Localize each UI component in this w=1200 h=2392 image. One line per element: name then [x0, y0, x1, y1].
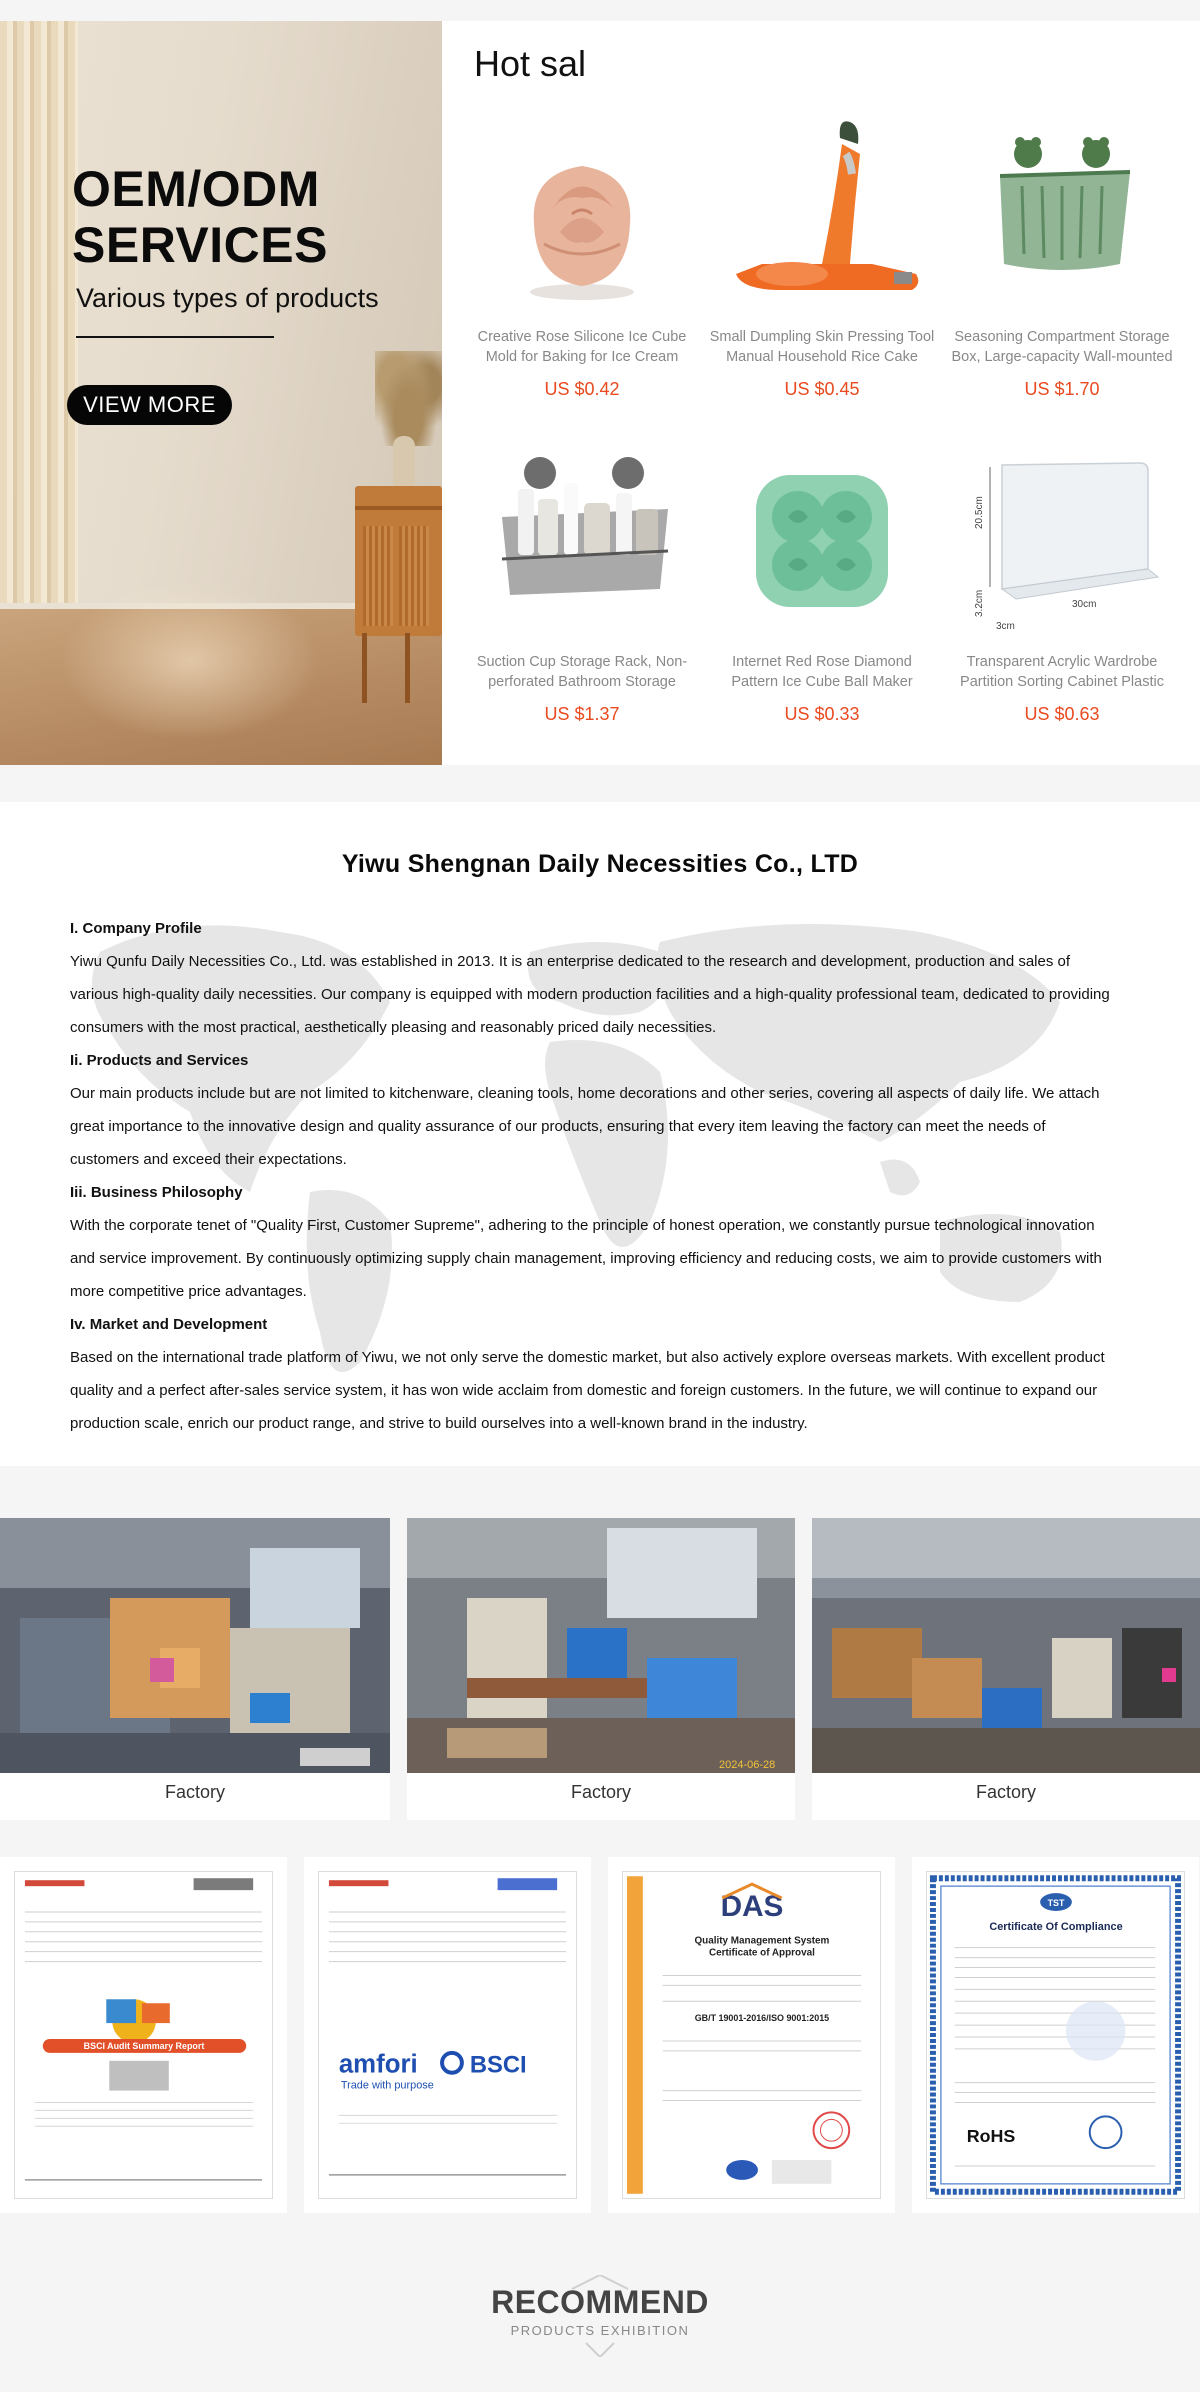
product-price: US $0.33: [784, 704, 860, 724]
hero-title: [72, 161, 328, 273]
certificate-card[interactable]: [608, 1857, 895, 2213]
recommend-subtitle: PRODUCTS EXHIBITION: [510, 2323, 690, 2338]
rohs-certificate-title: Certificate Of Compliance: [989, 1920, 1123, 1933]
dumpling-press-image: [722, 114, 922, 314]
qms-standard: GB/T 19001-2016/ISO 9001:2015: [694, 2013, 830, 2024]
cabinet-decoration: [355, 486, 442, 636]
certificate-card[interactable]: [0, 1857, 287, 2213]
rose-ice-mold-image: [482, 114, 682, 314]
business-philosophy-heading: Iii. Business Philosophy: [70, 1184, 243, 1201]
factory-caption: Factory: [570, 1782, 631, 1802]
bsci-audit-report-image: [14, 1871, 273, 2199]
hot-sale-title: Hot sal: [474, 43, 587, 84]
business-philosophy-paragraph: With the corporate tenet of "Quality First, Customer Supreme", adhering to the principle of honest operation, we constantly pursue technological innovation and service improvement. By continuously optimizing supply chain management, improving efficiency and reducing costs, we aim to provide customers with more competitive price advantages.: [70, 1217, 1102, 1300]
tst-logo-text: TST: [1047, 1898, 1065, 1909]
company-profile-body: [70, 912, 1110, 1440]
product-name[interactable]: Creative Rose Silicone Ice Cube Mold for Baking for Ice Cream: [477, 329, 687, 365]
qms-title: Quality Management System: [694, 1935, 830, 1947]
product-price: US $0.45: [784, 379, 860, 399]
product-price: US $0.42: [544, 379, 620, 399]
product-name[interactable]: Internet Red Rose Diamond Pattern Ice Cube Ball Maker: [731, 654, 913, 690]
factory-caption: Factory: [975, 1782, 1036, 1802]
dim-base-label: 3.2cm: [974, 589, 985, 617]
dim-height-label: 20.5cm: [974, 496, 985, 529]
factory-photo: [407, 1518, 795, 1773]
factory-photo: [0, 1518, 390, 1773]
photo-date-stamp: 2024-06-28: [719, 1759, 776, 1771]
products-services-heading: Ii. Products and Services: [70, 1052, 249, 1069]
factory-caption: Factory: [164, 1782, 225, 1802]
profile-heading: I. Company Profile: [70, 920, 202, 937]
factory-card[interactable]: [0, 1518, 390, 1820]
recommend-title: RECOMMEND: [491, 2284, 709, 2320]
market-development-heading: Iv. Market and Development: [70, 1316, 268, 1333]
product-price: US $0.63: [1024, 704, 1100, 724]
acrylic-partition-image: [962, 439, 1162, 639]
hero-divider: [76, 336, 274, 338]
factory-card[interactable]: [812, 1518, 1200, 1820]
product-price: US $1.37: [544, 704, 620, 724]
products-services-paragraph: Our main products include but are not limited to kitchenware, cleaning tools, home decorations and other series, covering all aspects of daily life. We attach great importance to the innovative design and quality assurance of our products, ensuring that every item leaving the factory can meet the needs of customers and exceed their expectations.: [70, 1085, 1100, 1168]
product-card[interactable]: [947, 114, 1177, 434]
dim-depth-label: 3cm: [996, 621, 1015, 632]
amfori-bsci-certificate-image: [318, 1871, 577, 2199]
pampas-grass-decoration: [375, 351, 442, 446]
storage-box-image: [962, 114, 1162, 314]
hero-banner: [0, 21, 442, 765]
bsci-report-title: BSCI Audit Summary Report: [83, 2040, 205, 2051]
rohs-mark: RoHS: [966, 2126, 1016, 2147]
hero-title-line2: SERVICES: [72, 217, 328, 273]
hero-subtitle: Various types of products: [76, 283, 379, 313]
rohs-certificate-image: [926, 1871, 1185, 2199]
das-logo-text: DAS: [720, 1889, 784, 1923]
product-name[interactable]: Small Dumpling Skin Pressing Tool Manual Household Rice Cake: [709, 329, 935, 365]
company-profile-section: [0, 802, 1200, 1466]
hot-sale-section: [0, 21, 1200, 765]
view-more-button[interactable]: VIEW MORE: [67, 385, 232, 425]
product-price: US $1.70: [1024, 379, 1100, 399]
factory-photo: [812, 1518, 1200, 1773]
product-name[interactable]: Suction Cup Storage Rack, Non-perforated Bathroom Storage: [476, 654, 688, 690]
qms-subtitle: Certificate of Approval: [708, 1947, 815, 1959]
amfori-logo-text: amfori: [338, 2050, 418, 2079]
ice-ball-maker-image: [722, 439, 922, 639]
product-card[interactable]: [947, 439, 1177, 759]
product-card[interactable]: [467, 114, 697, 434]
dim-width-label: 30cm: [1072, 599, 1097, 610]
product-name[interactable]: Transparent Acrylic Wardrobe Partition Sorting Cabinet Plastic: [960, 654, 1164, 690]
amfori-tagline: Trade with purpose: [340, 2079, 434, 2092]
product-card[interactable]: [707, 439, 937, 759]
product-name[interactable]: Seasoning Compartment Storage Box, Large-capacity Wall-mounted: [951, 329, 1173, 365]
bathroom-rack-image: [482, 439, 682, 639]
market-development-paragraph: Based on the international trade platform of Yiwu, we not only serve the domestic market, but also actively explore overseas markets. With excellent product quality and a perfect after-sales service system, it has won wide acclaim from domestic and foreign customers. In the future, we will continue to expand our production scale, enrich our product range, and strive to build ourselves into a well-known brand in the industry.: [70, 1349, 1105, 1432]
product-card[interactable]: [707, 114, 937, 434]
iso9001-certificate-image: [622, 1871, 881, 2199]
profile-paragraph: Yiwu Qunfu Daily Necessities Co., Ltd. was established in 2013. It is an enterprise dedicated to the research and development, production and sales of various high-quality daily necessities. Our company is equipped with modern production facilities and a high-quality professional team, dedicated to providing consumers with the most practical, aesthetically pleasing and reasonably priced daily necessities.: [70, 953, 1110, 1036]
bsci-logo-text: BSCI: [469, 2051, 527, 2079]
product-card[interactable]: [467, 439, 697, 759]
hero-title-line1: OEM/ODM: [72, 161, 320, 217]
vase-decoration: [393, 436, 415, 486]
certificate-card[interactable]: [912, 1857, 1199, 2213]
company-name-title: Yiwu Shengnan Daily Necessities Co., LTD: [341, 850, 859, 878]
certificate-card[interactable]: [304, 1857, 591, 2213]
factory-card[interactable]: [407, 1518, 795, 1820]
